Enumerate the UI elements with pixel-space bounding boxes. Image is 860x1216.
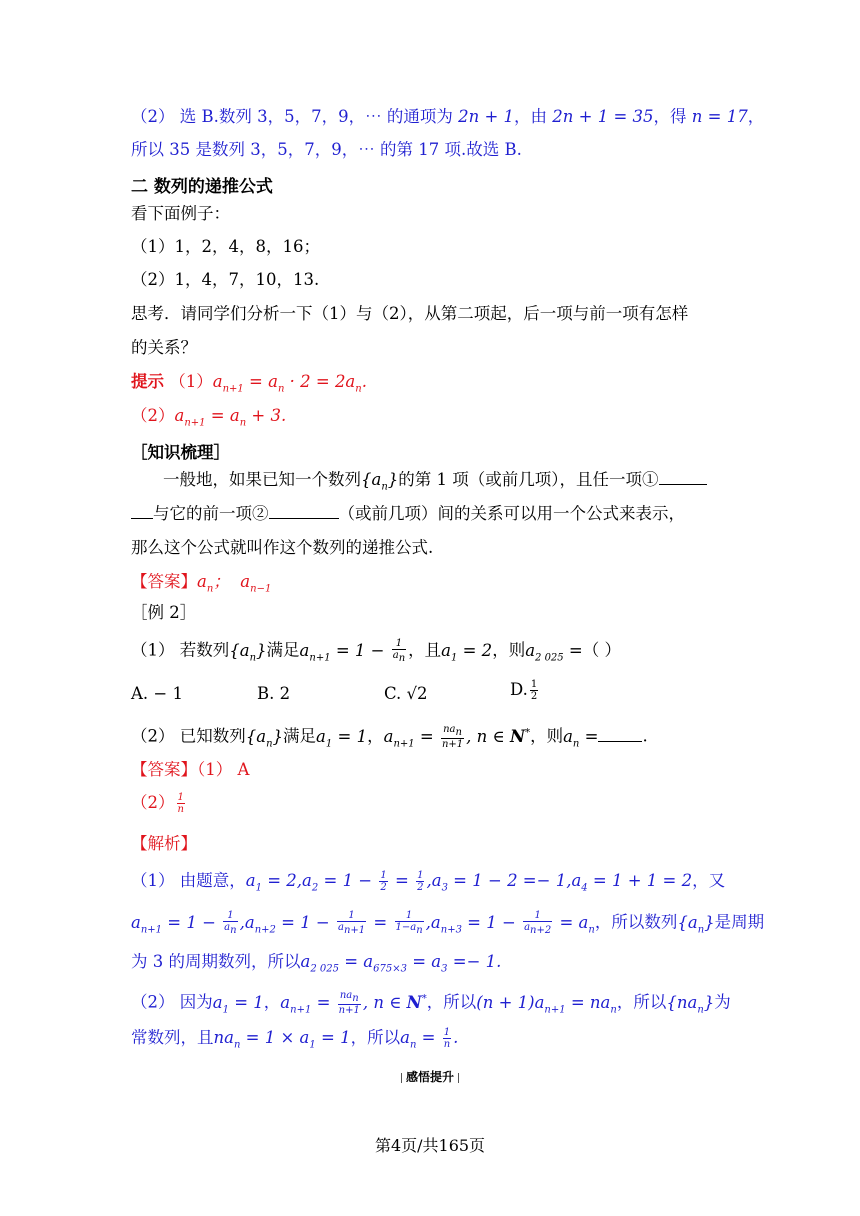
math: $a_1 = 1$	[316, 726, 368, 749]
answer-label: 【答案】	[131, 760, 197, 779]
intro-text: 看下面例子：	[131, 204, 230, 223]
math: $a_{2 025}$ =	[525, 640, 583, 663]
text: 是周期	[714, 912, 765, 932]
options-row	[131, 679, 731, 707]
knowledge-line-1	[163, 469, 707, 498]
text: （2） 已知数列	[131, 726, 246, 746]
text: ，且	[408, 640, 442, 660]
math: $\{na_n\}$	[666, 992, 715, 1015]
text: ，又	[692, 871, 726, 890]
text: ，得	[653, 107, 692, 126]
answer-2	[131, 759, 249, 781]
answer-fraction: $\frac{1}{n}$	[177, 792, 184, 815]
answer-label: 【答案】	[131, 572, 197, 591]
math: $a_n$ =	[563, 726, 599, 749]
knowledge-line-3: 那么这个公式就叫作这个数列的递推公式.	[131, 538, 434, 557]
text: 满足	[283, 726, 317, 746]
solution2-line-3	[131, 951, 501, 980]
answer-math: $a_n$； $a_{n-1}$	[197, 572, 272, 595]
solution2-line-1	[131, 870, 725, 899]
think-line-2: 的关系？	[131, 338, 197, 357]
text: ，所以	[350, 1028, 401, 1047]
text: 满足	[266, 640, 300, 660]
math: $a_{2 025} = a_{675\times 3} = a_3 =- 1$.	[300, 952, 502, 975]
question-1	[131, 638, 621, 669]
example-2-label: ［例 2］	[131, 603, 197, 622]
text: D.	[510, 680, 528, 699]
solution2-line-2	[131, 910, 764, 941]
insight-heading	[0, 1068, 860, 1085]
text: （或前几项）间的关系可以用一个公式来表示，	[338, 504, 685, 523]
math: n = 17	[691, 107, 748, 126]
text: （1）	[169, 372, 213, 391]
math: $a_{n+1} = 1$ − $\frac{1}{a_n}$	[299, 638, 406, 664]
math: 2n + 1 = 35	[552, 107, 654, 126]
text: 为 3 的周期数列，所以	[131, 952, 301, 971]
page-footer: 第4页/共165页	[374, 1136, 486, 1155]
text: （2）	[131, 406, 175, 425]
text: （2） 因为	[131, 992, 213, 1012]
answer-value: （1） A	[197, 760, 250, 779]
text: （1） 若数列	[131, 640, 230, 660]
question-2: （2） 已知数列$\{a_n\}$满足$a_1 = 1$，$a_{n+1}$ = $\frac{na_n}{n+1}$ , n ∈ N*，则$a_n$ = .	[131, 724, 648, 750]
text: ，由	[514, 107, 553, 126]
math: $a_1 = 2$	[441, 640, 493, 663]
blank-answer	[598, 727, 642, 742]
text: 与它的前一项②	[153, 504, 269, 523]
math: $\{a_n\}$	[229, 640, 267, 663]
text: ，所以数列	[594, 912, 678, 932]
knowledge-line-2	[131, 503, 685, 525]
math: $\{a_n\}$	[677, 912, 715, 935]
text: 一般地，如果已知一个数列	[163, 470, 361, 489]
text: 的第 1 项（或前几项），且任一项①	[398, 470, 659, 489]
option-b: B. 2	[257, 684, 291, 703]
solution2-line-5	[131, 1027, 458, 1056]
text: ，所以	[426, 992, 477, 1012]
example-seq-1: （1）1，2，4，8，16；	[131, 237, 320, 256]
insight-label: 感悟提升	[405, 1070, 454, 1084]
text: ，	[367, 726, 384, 746]
answer-2b	[131, 792, 187, 815]
hint-math-2: $a_{n+1} = a_n + 3$.	[174, 406, 287, 429]
math: $\{a_n\}$	[361, 470, 399, 493]
math: $na_n = 1 \times a_1 = 1$	[213, 1028, 351, 1051]
math: $a_{n+1}$ = $\frac{na_n}{n+1}$ , n ∈ N*	[383, 724, 531, 750]
text: 为	[714, 992, 731, 1012]
math: $a_{n+1}$ = $\frac{na_n}{n+1}$ , n ∈ N*	[280, 990, 427, 1016]
blank-1-cont	[131, 504, 153, 519]
example-seq-2: （2）1，4，7，10，13.	[131, 270, 320, 289]
math: $a_n$ = $\frac{1}{n}$ .	[400, 1027, 459, 1051]
math: $a_{n+1} = 1$ − $\frac{1}{a_n}$ $,a_{n+2} = 1$ − $\frac{1}{a_{n+1}}$ = $\frac{1}{1-a_n}$ $,a_{n+3} = 1$ − $\frac{1}{a_{n+2}}$ = $a_n$	[131, 910, 595, 936]
hint-math-1: $a_{n+1} = a_n \cdot 2 = 2a_n$.	[212, 372, 367, 395]
text: （1） 由题意，	[131, 871, 246, 890]
section-title: 二 数列的递推公式	[131, 177, 273, 197]
think-line-1: 思考．请同学们分析一下（1）与（2），从第二项起，后一项与前一项有怎样	[131, 304, 689, 323]
knowledge-title: ［知识梳理］	[131, 443, 230, 462]
text: （ ）	[582, 640, 621, 660]
text: （2） 选 B.数列 3，5，7，9，⋯ 的通项为	[131, 107, 459, 126]
text: ，则	[530, 726, 564, 746]
hint-label: 提示	[131, 372, 164, 391]
solution-line-1	[131, 106, 764, 128]
blank-2	[269, 504, 339, 519]
solution-line-2: 所以 35 是数列 3，5，7，9，⋯ 的第 17 项.故选 B.	[131, 140, 522, 159]
option-c: C. √2	[384, 684, 428, 703]
text: ，所以	[616, 992, 667, 1012]
blank-1	[659, 470, 707, 485]
analysis-label: 【解析】	[131, 834, 197, 853]
solution2-line-4: （2） 因为$a_1 = 1$，$a_{n+1}$ = $\frac{na_n}{n+1}$ , n ∈ N*，所以$(n + 1)a_{n+1} = na_n$，所以$\{na_n\}$为	[131, 990, 731, 1016]
hint-line-1	[131, 371, 367, 400]
text: 常数列，且	[131, 1028, 214, 1047]
math: $a_1 = 2,a_2 = 1$ − $\frac{1}{2}$ = $\frac{1}{2}$ $,a_3 = 1 - 2 =- 1,a_4 = 1 + 1 = 2$	[245, 870, 693, 894]
text: ，则	[492, 640, 526, 660]
text: ，	[747, 107, 765, 126]
text: （2）	[131, 793, 175, 812]
math: 2n + 1	[458, 107, 515, 126]
math: $a_1 = 1$	[212, 992, 264, 1015]
option-a: A. − 1	[131, 684, 183, 703]
math: $(n + 1)a_{n+1} = na_n$	[476, 992, 617, 1015]
answer-1	[131, 571, 271, 600]
math: $\{a_n\}$	[245, 726, 284, 749]
option-d: D. $\frac{1}{2}$	[510, 679, 538, 702]
hint-line-2	[131, 405, 286, 434]
